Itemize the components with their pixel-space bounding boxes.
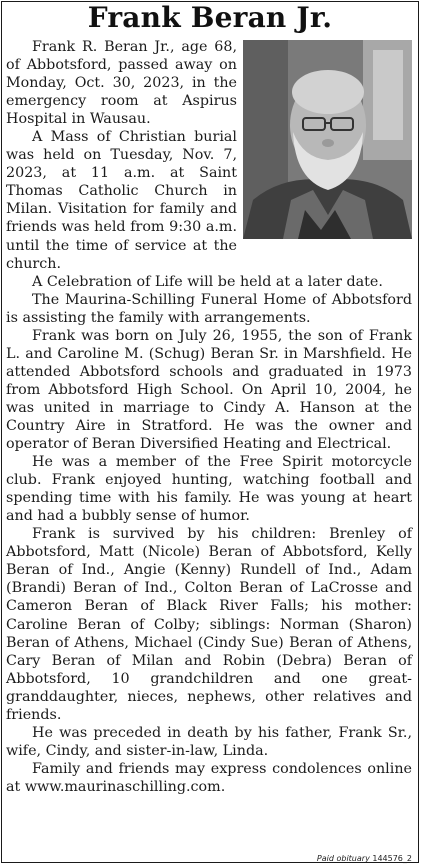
paragraph-survivors: Frank is survived by his children: Brenley of Abbotsford, Matt (Nicole) Beran of Abbotsford, Kelly Beran of Ind., Angie (Kenny) Rundell of Ind., Adam (Brandi) Beran of Ind., Colton Beran of LaCrosse and Cameron Beran of Black River Falls; his mother: Caroline Beran of Colby; siblings: Norman (Sharon) Beran of Athens, Michael (Cindy Sue) Beran of Athens, Cary Beran of Milan and Robin (Debra) Beran of Abbotsford, 10 grandchildren and one great-granddaughter, nieces, nephews, other relatives and friends.: [6, 526, 412, 723]
portrait-photo: [243, 40, 412, 239]
paid-obituary-label: Paid obituary: [316, 854, 370, 863]
paragraph-death-notice: Frank R. Beran Jr., age 68, of Abbotsford, passed away on Monday, Oct. 30, 2023, in the emergency room at Aspirus Hospital in Wausau.: [6, 39, 237, 128]
paragraph-interests: He was a member of the Free Spirit motorcycle club. Frank enjoyed hunting, watching football and spending time with his family. He was young at heart and had a bubbly sense of humor.: [6, 454, 412, 525]
portrait-photo-icon: [243, 40, 412, 239]
obituary-body: [6, 38, 412, 796]
paragraph-funeral-home: The Maurina-Schilling Funeral Home of Abbotsford is assisting the family with arrangements.: [6, 291, 412, 326]
obituary-title: Frank Beran Jr.: [87, 1, 333, 34]
ad-number: 144576_2: [372, 854, 412, 863]
paragraph-condolences: Family and friends may express condolences online at www.maurinaschilling.com.: [6, 760, 412, 795]
paragraph-service: A Mass of Christian burial was held on Tuesday, Nov. 7, 2023, at 11 a.m. at Saint Thomas Catholic Church in Milan. Visitation for family and friends was held from 9:30 a.m. until the time of service at the church.: [6, 129, 237, 272]
paid-obituary-footer: [317, 854, 412, 863]
paragraph-preceded: He was preceded in death by his father, Frank Sr., wife, Cindy, and sister-in-law, Linda.: [6, 724, 412, 759]
paragraph-biography: Frank was born on July 26, 1955, the son of Frank L. and Caroline M. (Schug) Beran Sr. in Marshfield. He attended Abbotsford schools and graduated in 1973 from Abbotsford High School. On April 10, 2004, he was united in marriage to Cindy A. Hanson at the Country Aire in Stratford. He was the owner and operator of Beran Diversified Heating and Electrical.: [6, 327, 412, 453]
paragraph-celebration: A Celebration of Life will be held at a later date.: [32, 273, 383, 290]
